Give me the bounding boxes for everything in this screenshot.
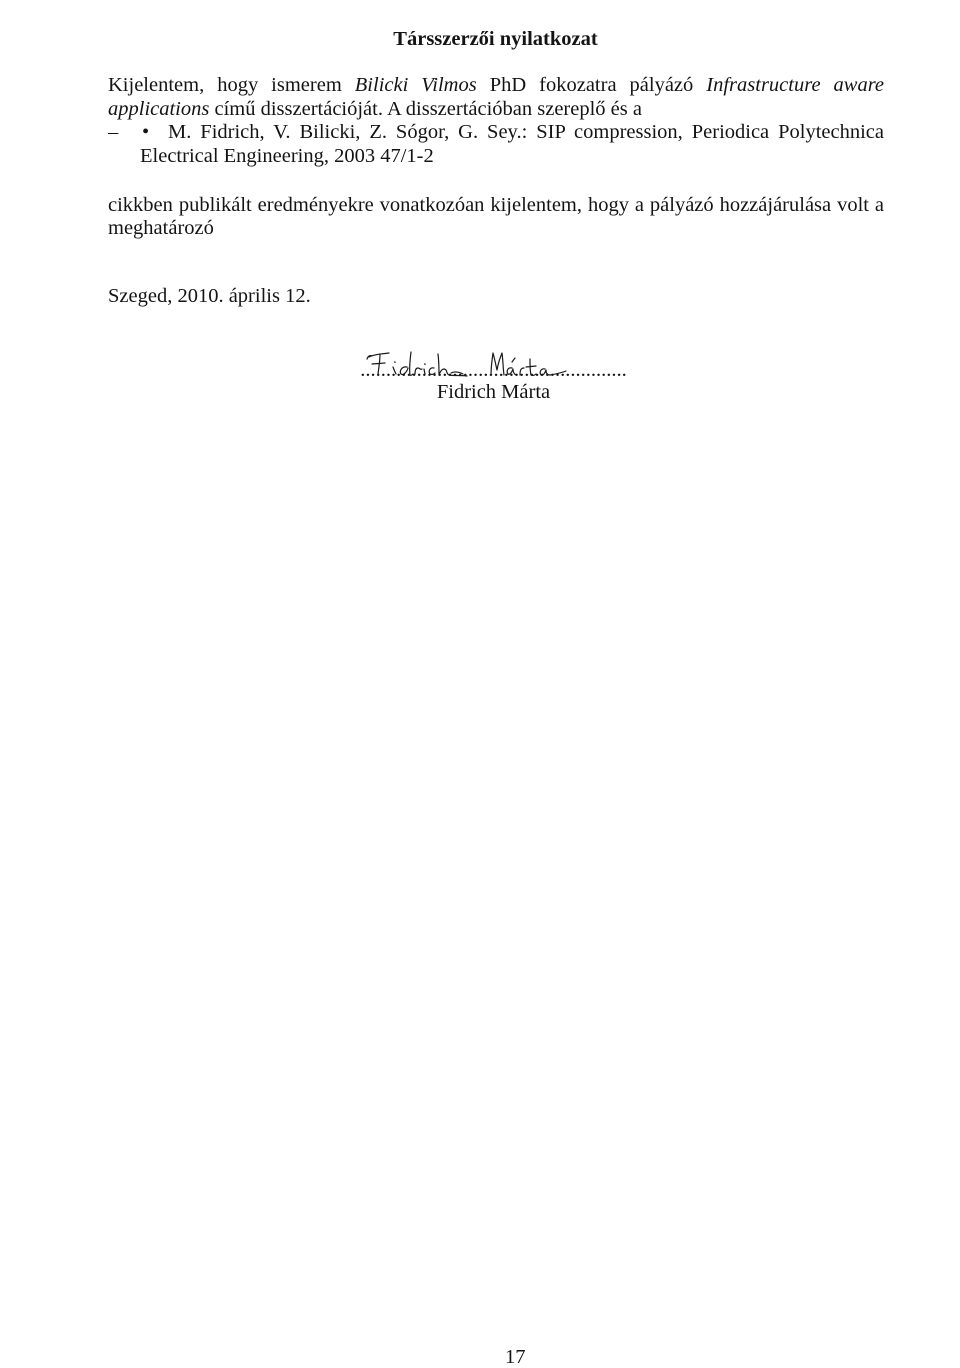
declaration-line-2: meghatározó — [108, 217, 214, 239]
citation-line-1: M. Fidrich, V. Bilicki, Z. Sógor, G. Sey.: SIP compression, Periodica Polytechnica — [168, 121, 884, 143]
statement-text: Kijelentem, hogy ismerem — [108, 74, 342, 96]
page-number: 17 — [505, 1346, 526, 1368]
declaration-line-1: cikkben publikált eredményekre vonatkozóan kijelentem, hogy a pályázó hozzájárulása volt a — [108, 194, 884, 216]
list-bullet: • — [142, 121, 150, 143]
candidate-name: Bilicki Vilmos — [354, 74, 477, 96]
place-and-date: Szeged, 2010. április 12. — [108, 285, 311, 307]
thesis-title-part: applications — [108, 98, 210, 120]
list-dash: – — [108, 121, 119, 143]
statement-text: PhD fokozatra pályázó — [489, 74, 694, 96]
statement-text: című disszertációját. A disszertációban szereplő és a — [214, 98, 642, 120]
thesis-title-part: Infrastructure aware — [706, 74, 885, 96]
signature-dotted-line: .................................................... — [360, 359, 627, 381]
statement-line-1 — [108, 73, 884, 97]
signatory-name: Fidrich Márta — [436, 381, 551, 403]
page-title: Társszerzői nyilatkozat — [393, 28, 598, 50]
handwritten-signature — [355, 340, 575, 385]
citation-line-2: Electrical Engineering, 2003 47/1-2 — [140, 145, 434, 167]
statement-line-2 — [108, 97, 642, 121]
